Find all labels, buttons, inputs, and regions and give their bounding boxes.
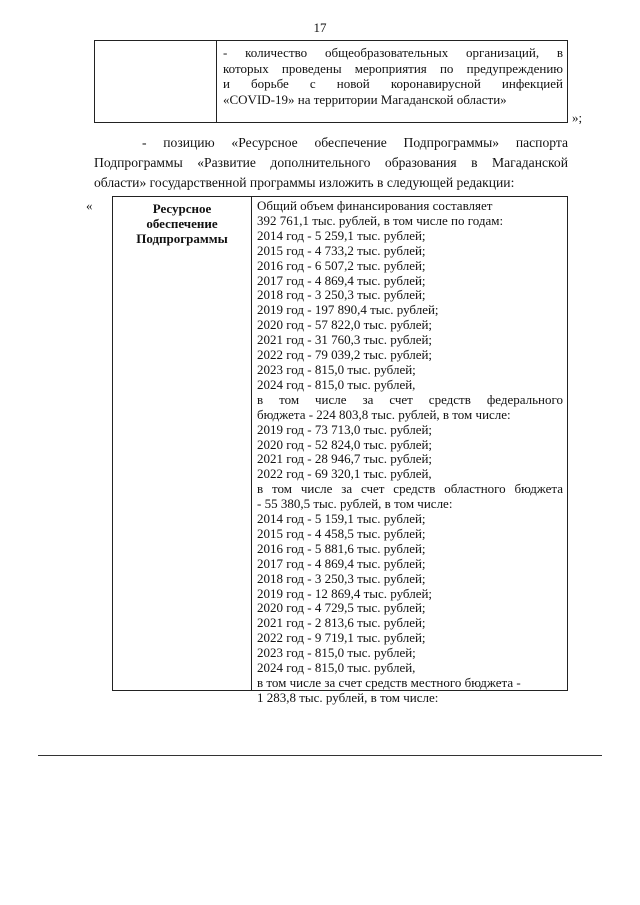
header-line: Ресурсное	[152, 201, 212, 216]
header-line: обеспечение	[146, 216, 218, 231]
funding-line: 2024 год - 815,0 тыс. рублей,	[257, 660, 416, 676]
funding-line: 2020 год - 52 824,0 тыс. рублей;	[257, 436, 433, 452]
funding-line: 2017 год - 4 869,4 тыс. рублей;	[257, 272, 426, 288]
funding-line: 2023 год - 815,0 тыс. рублей;	[257, 645, 416, 661]
resource-table	[112, 196, 568, 705]
text-line: «COVID-19» на территории Магаданской области»	[223, 91, 507, 107]
funding-details-cell	[257, 199, 563, 706]
funding-line: 2021 год - 28 946,7 тыс. рублей;	[257, 451, 433, 467]
table-column-divider	[216, 41, 217, 122]
funding-line: 2018 год - 3 250,3 тыс. рублей;	[257, 570, 426, 586]
funding-line: 2022 год - 9 719,1 тыс. рублей;	[257, 630, 426, 646]
funding-line: 2014 год - 5 159,1 тыс. рублей;	[257, 511, 426, 527]
funding-line: 2019 год - 73 713,0 тыс. рублей;	[257, 421, 433, 437]
funding-line: 2020 год - 57 822,0 тыс. рублей;	[257, 317, 433, 333]
funding-line: 1 283,8 тыс. рублей, в том числе:	[257, 689, 439, 705]
paragraph-line: области» государственной программы изложить в следующей редакции:	[94, 175, 515, 190]
funding-line: 2015 год - 4 458,5 тыс. рублей;	[257, 525, 426, 541]
funding-line: 2021 год - 31 760,3 тыс. рублей;	[257, 332, 433, 348]
funding-line: - 55 380,5 тыс. рублей, в том числе:	[257, 496, 453, 512]
funding-line: 2019 год - 197 890,4 тыс. рублей;	[257, 302, 439, 318]
funding-line: 2022 год - 69 320,1 тыс. рублей,	[257, 466, 432, 482]
closing-quote: »;	[572, 110, 583, 125]
funding-line: Общий объем финансирования составляет	[257, 198, 493, 213]
body-paragraph	[94, 133, 568, 193]
funding-line: в том числе за счет средств федерального	[257, 391, 563, 407]
funding-line: 2021 год - 2 813,6 тыс. рублей;	[257, 615, 426, 631]
table-column-divider	[251, 197, 252, 690]
paragraph-line: Подпрограммы «Развитие дополнительного образования в Магаданской	[94, 155, 568, 170]
funding-line: 2017 год - 4 869,4 тыс. рублей;	[257, 555, 426, 571]
page-number: 17	[313, 20, 327, 35]
text-line: и борьбе с новой коронавирусной инфекцией	[223, 76, 563, 91]
funding-line: 2018 год - 3 250,3 тыс. рублей;	[257, 287, 426, 303]
text-line: - количество общеобразовательных организаций, в	[223, 45, 563, 60]
funding-line: 2019 год - 12 869,4 тыс. рублей;	[257, 585, 433, 601]
funding-line: 2024 год - 815,0 тыс. рублей,	[257, 376, 416, 392]
paragraph-line: - позицию «Ресурсное обеспечение Подпрограммы» паспорта	[142, 135, 568, 150]
funding-line: 2020 год - 4 729,5 тыс. рублей;	[257, 600, 426, 616]
funding-line: 2016 год - 5 881,6 тыс. рублей;	[257, 540, 426, 556]
funding-line: в том числе за счет средств областного бюджета	[257, 481, 563, 497]
header-line: Подпрограммы	[136, 231, 228, 246]
funding-line: бюджета - 224 803,8 тыс. рублей, в том числе:	[257, 406, 511, 422]
funding-line: 392 761,1 тыс. рублей, в том числе по годам:	[257, 212, 504, 228]
bottom-divider	[38, 755, 602, 756]
funding-line: 2016 год - 6 507,2 тыс. рублей;	[257, 257, 426, 273]
table-cell-text	[223, 45, 563, 107]
opening-quote: «	[86, 198, 93, 213]
funding-line: 2023 год - 815,0 тыс. рублей;	[257, 361, 416, 377]
funding-line: 2014 год - 5 259,1 тыс. рублей;	[257, 227, 426, 243]
funding-line: в том числе за счет средств местного бюджета -	[257, 675, 521, 690]
previous-table-fragment	[94, 40, 568, 123]
funding-line: 2015 год - 4 733,2 тыс. рублей;	[257, 242, 426, 258]
funding-line: 2022 год - 79 039,2 тыс. рублей;	[257, 347, 433, 363]
text-line: которых проведены мероприятия по предупреждению	[223, 60, 563, 76]
table-header-cell	[113, 201, 251, 246]
